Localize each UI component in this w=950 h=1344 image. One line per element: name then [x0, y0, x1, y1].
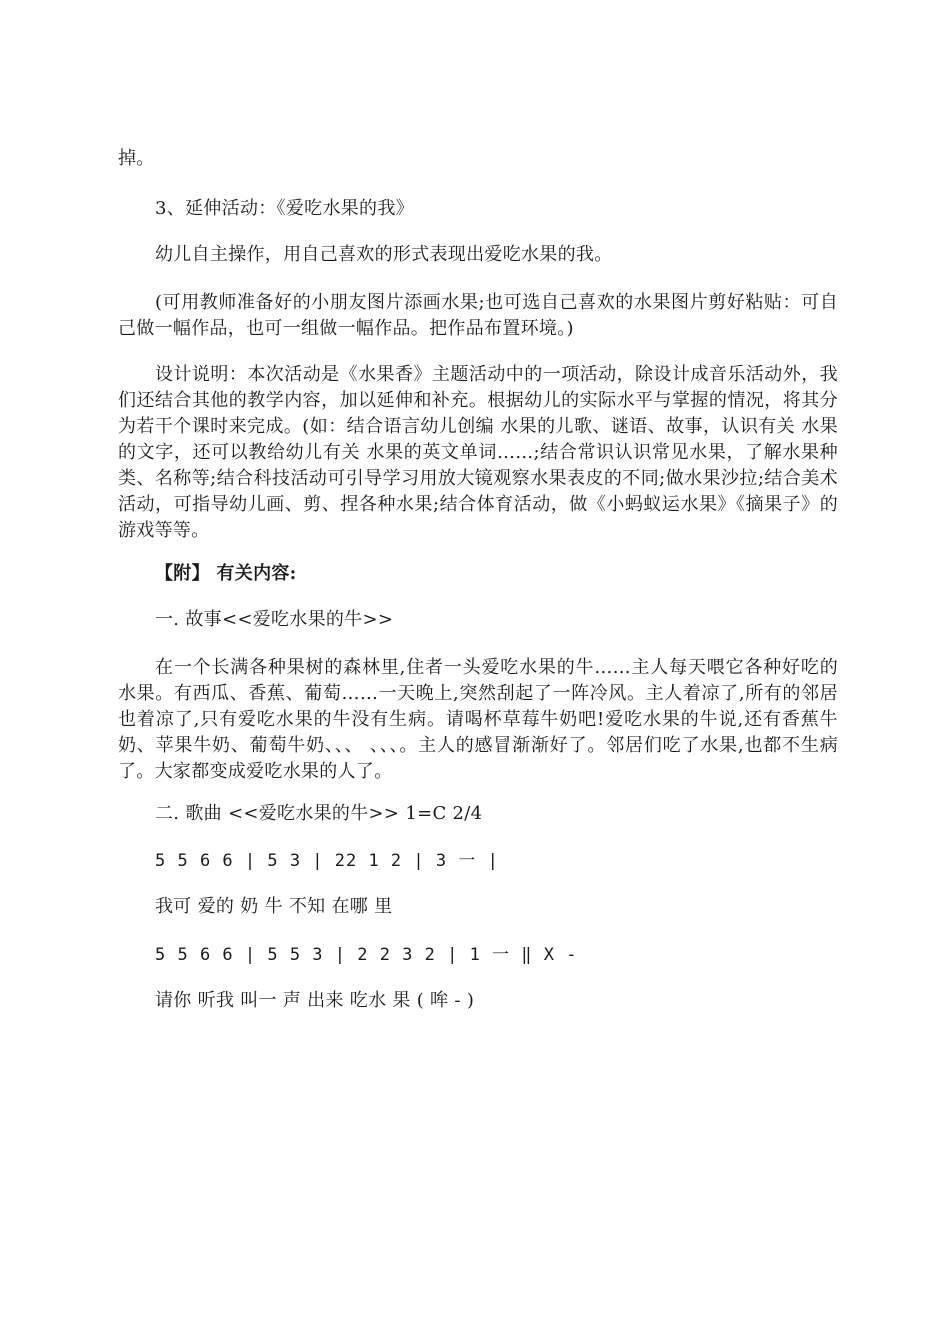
- paragraph-continuation: 掉。: [118, 148, 155, 169]
- appendix-heading: 【附】 有关内容:: [155, 563, 297, 584]
- activity-note: (可用教师准备好的小朋友图片添画水果;也可选自己喜欢的水果图片剪好粘贴：可自己做一幅作品，也可一组做一幅作品。把作品布置环境。): [118, 292, 838, 339]
- story-text: 在一个长满各种果树的森林里,住者一头爱吃水果的牛……主人每天喂它各种好吃的水果。有西瓜、香蕉、葡萄……一天晚上,突然刮起了一阵冷风。主人着凉了,所有的邻居也着凉了,只有爱吃水果的牛没有生病。请喝杯草莓牛奶吧!爱吃水果的牛说,还有香蕉牛奶、苹果牛奶、葡萄牛奶、、、 、、、。主人的感冒渐渐好了。邻居们吃了水果,也都不生病了。大家都变成爱吃水果的人了。: [118, 657, 838, 782]
- music-notation-line-1: 5 5 6 6 | 5 3 | 22 1 2 | 3 一 |: [155, 851, 499, 871]
- song-heading: 二. 歌曲 <<爱吃水果的牛>> 1=C 2/4: [155, 803, 483, 824]
- music-notation-line-2: 5 5 6 6 | 5 5 3 | 2 2 3 2 | 1 一 ‖ X -: [155, 945, 578, 965]
- lyrics-line-1: 我可 爱的 奶 牛 不知 在哪 里: [155, 896, 393, 917]
- story-heading: 一. 故事<<爱吃水果的牛>>: [155, 609, 394, 630]
- extension-activity-heading: 3、延伸活动：《爱吃水果的我》: [155, 198, 414, 219]
- activity-description: 幼儿自主操作，用自己喜欢的形式表现出爱吃水果的我。: [155, 244, 613, 265]
- design-explanation: 设计说明：本次活动是《水果香》主题活动中的一项活动，除设计成音乐活动外，我们还结合其他的教学内容，加以延伸和补充。根据幼儿的实际水平与掌握的情况，将其分为若干个课时来完成。(如：结合语言幼儿创编 水果的儿歌、谜语、故事，认识有关 水果的文字，还可以教给幼儿有关 水果的英文单词……;结合常识认识常见水果，了解水果种类、名称等;结合科技活动可引导学习用放大镜观察水果表皮的不同;做水果沙拉;结合美术活动，可指导幼儿画、剪、捏各种水果;结合体育活动，做《小蚂蚁运水果》《摘果子》的游戏等等。: [118, 364, 838, 541]
- lyrics-line-2: 请你 听我 叫一 声 出来 吃水 果 ( 哞 - ): [155, 990, 475, 1011]
